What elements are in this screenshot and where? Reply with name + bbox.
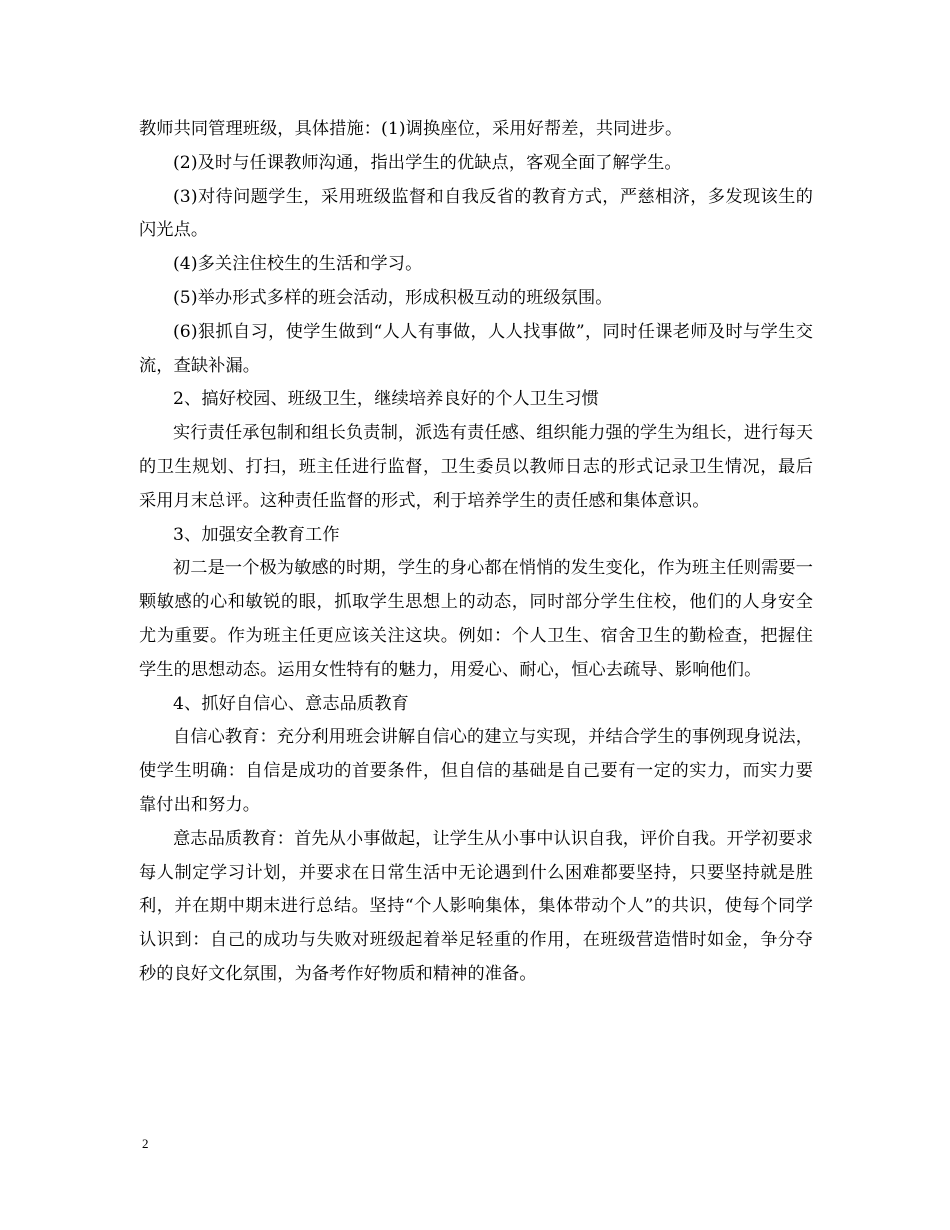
paragraph-measure-5: (5)举办形式多样的班会活动，形成积极互动的班级氛围。 [173,287,613,308]
paragraph-safety: 初二是一个极为敏感的时期，学生的身心都在悄悄的发生变化，作为班主任则需要一颗敏感的心和敏锐的眼，抓取学生思想上的动态，同时部分学生住校，他们的人身安全尤为重要。作为班主任更应该关注这块。例如：个人卫生、宿舍卫生的勤检查，把握住学生的思想动态。运用女性特有的魅力，用爱心、耐心，恒心去疏导、影响他们。 [139,558,813,680]
paragraph-measure-2: (2)及时与任课教师沟通，指出学生的优缺点，客观全面了解学生。 [173,152,682,173]
section-heading-hygiene: 2、搞好校园、班级卫生，继续培养良好的个人卫生习惯 [173,389,599,410]
document-body [139,113,813,992]
paragraph-willpower: 意志品质教育：首先从小事做起，让学生从小事中认识自我，评价自我。开学初要求每人制定学习计划，并要求在日常生活中无论遇到什么困难都要坚持，只要坚持就是胜利，并在期中期末进行总结。坚持“个人影响集体，集体带动个人”的共识，使每个同学认识到：自己的成功与失败对班级起着举足轻重的作用，在班级营造惜时如金，争分夺秒的良好文化氛围，为备考作好物质和精神的准备。 [139,828,813,984]
paragraph-measure-4: (4)多关注住校生的生活和学习。 [173,254,423,275]
paragraph-confidence: 自信心教育：充分利用班会讲解自信心的建立与实现，并结合学生的事例现身说法，使学生明确：自信是成功的首要条件，但自信的基础是自己要有一定的实力，而实力要靠付出和努力。 [139,727,813,815]
section-heading-safety: 3、加强安全教育工作 [173,524,340,545]
paragraph-hygiene: 实行责任承包制和组长负责制，派选有责任感、组织能力强的学生为组长，进行每天的卫生规划、打扫，班主任进行监督，卫生委员以教师日志的形式记录卫生情况，最后采用月末总评。这种责任监督的形式，利于培养学生的责任感和集体意识。 [139,423,813,511]
paragraph-measure-6: (6)狠抓自习，使学生做到“人人有事做，人人找事做”，同时任课老师及时与学生交流，查缺补漏。 [139,321,813,376]
paragraph-measure-3: (3)对待问题学生，采用班级监督和自我反省的教育方式，严慈相济，多发现该生的闪光点。 [139,186,813,241]
section-heading-confidence: 4、抓好自信心、意志品质教育 [173,693,409,714]
page-number: 2 [142,1136,149,1151]
paragraph-continuation: 教师共同管理班级，具体措施：(1)调换座位，采用好帮差，共同进步。 [139,119,683,139]
